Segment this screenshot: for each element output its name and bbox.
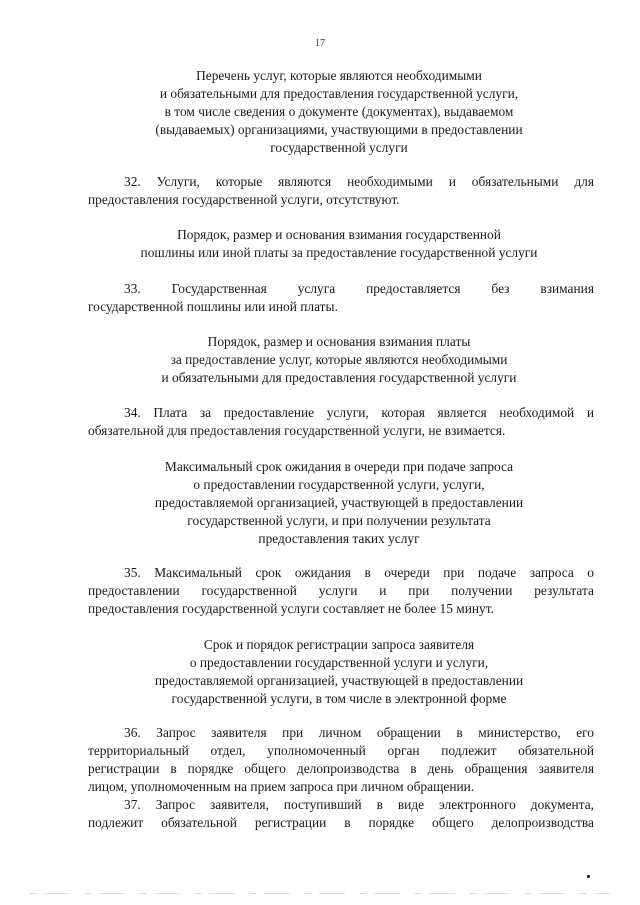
heading-line: Максимальный срок ожидания в очереди при подаче запроса: [164, 459, 514, 474]
heading-line: (выдаваемых) организациями, участвующими в предоставлении: [155, 122, 523, 137]
page-number: 17: [315, 38, 325, 49]
section-heading-state-fee: [84, 226, 594, 262]
paragraph-line: предоставления государственной услуги, отсутствуют.: [88, 192, 400, 207]
paragraph-line: подлежит обязательной регистрации в порядке общего делопроизводства: [88, 815, 594, 830]
heading-line: пошлины или иной платы за предоставление государственной услуги: [140, 245, 538, 260]
paragraph-36: [88, 724, 594, 796]
section-heading-fee-for-services: [84, 333, 594, 387]
heading-line: о предоставлении государственной услуги, услуги,: [193, 477, 485, 492]
paragraph-32: [88, 173, 594, 209]
heading-line: Порядок, размер и основания взимания платы: [207, 334, 471, 349]
scan-edge-noise: [30, 893, 610, 894]
paragraph-line: лицом, уполномоченным на прием запроса при личном обращении.: [88, 779, 475, 794]
paragraph-line: регистрации в порядке общего делопроизводства в день обращения заявителя: [88, 761, 594, 776]
section-heading-registration: [84, 636, 594, 708]
paragraph-line: 35. Максимальный срок ожидания в очереди при подаче запроса о: [124, 565, 594, 580]
paragraph-line: 36. Запрос заявителя при личном обращении в министерство, его: [124, 725, 594, 740]
heading-line: предоставляемой организацией, участвующей в предоставлении: [154, 495, 524, 510]
section-heading-queue-time: [84, 458, 594, 548]
heading-line: Порядок, размер и основания взимания государственной: [177, 227, 501, 242]
heading-line: государственной услуги: [270, 140, 408, 155]
scan-mark: [587, 875, 590, 878]
paragraph-33: [88, 280, 594, 316]
paragraph-line: государственной пошлины или иной платы.: [88, 299, 338, 314]
section-heading-services-list: [84, 67, 594, 157]
paragraph-34: [88, 404, 594, 440]
paragraph-line: 37. Запрос заявителя, поступивший в виде электронного документа,: [124, 797, 594, 812]
paragraph-line: 33. Государственная услуга предоставляется без взимания: [124, 281, 594, 296]
paragraph-line: обязательной для предоставления государственной услуги, не взимается.: [88, 423, 506, 438]
heading-line: за предоставление услуг, которые являются необходимыми: [170, 352, 508, 367]
paragraph-line: 34. Плата за предоставление услуги, которая является необходимой и: [124, 405, 594, 420]
heading-line: Срок и порядок регистрации запроса заявителя: [203, 637, 475, 652]
paragraph-line: предоставлении государственной услуги и при получении результата: [88, 583, 594, 598]
heading-line: в том числе сведения о документе (документах), выдаваемом: [164, 104, 514, 119]
heading-line: и обязательными для предоставления государственной услуги,: [159, 86, 519, 101]
heading-line: и обязательными для предоставления государственной услуги: [161, 370, 517, 385]
paragraph-line: 32. Услуги, которые являются необходимыми и обязательными для: [124, 174, 594, 189]
heading-line: предоставления таких услуг: [258, 531, 420, 546]
paragraph-line: территориальный отдел, уполномоченный орган подлежит обязательной: [88, 743, 594, 758]
heading-line: государственной услуги, в том числе в электронной форме: [171, 691, 507, 706]
heading-line: предоставляемой организацией, участвующей в предоставлении: [154, 673, 524, 688]
heading-line: государственной услуги, и при получении результата: [187, 513, 491, 528]
paragraph-37: [88, 796, 594, 832]
heading-line: Перечень услуг, которые являются необходимыми: [196, 68, 482, 83]
paragraph-35: [88, 564, 594, 618]
heading-line: о предоставлении государственной услуги и услуги,: [189, 655, 489, 670]
paragraph-line: предоставления государственной услуги составляет не более 15 минут.: [88, 601, 494, 616]
